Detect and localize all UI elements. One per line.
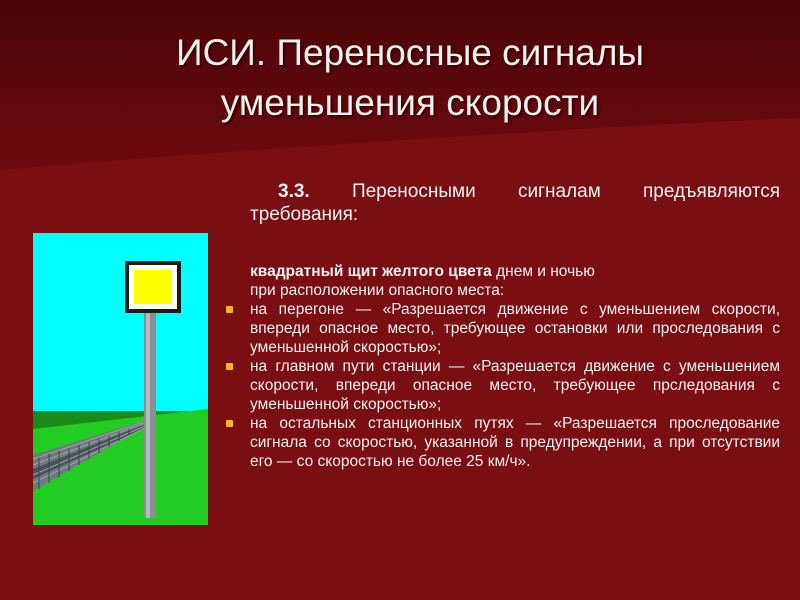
signal-illustration [33, 233, 208, 525]
intro-text: Переносными сигналам предъявляются требования: [250, 181, 780, 225]
bullet-item [250, 414, 780, 471]
square-bullet-icon [226, 420, 233, 427]
bullet-text: на главном пути станции — «Разрешается движение с уменьшением скорости, впереди опасное место, требующее прследования с уменьшенной скоростью»; [250, 358, 780, 413]
requirements-text [250, 262, 780, 471]
square-bullet-icon [226, 363, 233, 370]
lead-paragraph [250, 262, 780, 300]
slide-title [100, 28, 720, 128]
bullet-text: на остальных станционных путях — «Разрешается проследование сигнала со скоростью, указанной в предупреждении, а при отсутствии его — со скоростью не более 25 км/ч». [250, 415, 780, 470]
bullet-item [250, 357, 780, 414]
title-line-1: ИСИ. Переносные сигналы [175, 32, 645, 73]
square-bullet-icon [226, 306, 233, 313]
bullet-item [250, 300, 780, 357]
lead-rest-2: при расположении опасного места: [250, 282, 505, 299]
intro-paragraph [250, 180, 780, 226]
lead-strong-text: квадратный щит желтого цвета [250, 263, 492, 280]
section-number: 3.3. [278, 181, 310, 202]
lead-rest-1: днем и ночью [496, 263, 595, 280]
bullet-text: на перегоне — «Разрешается движение с уменьшением скорости, впереди опасное место, требующее остановки или проследования с уменьшенной скоростью»; [250, 301, 780, 356]
title-line-2: уменьшения скорости [220, 82, 600, 123]
